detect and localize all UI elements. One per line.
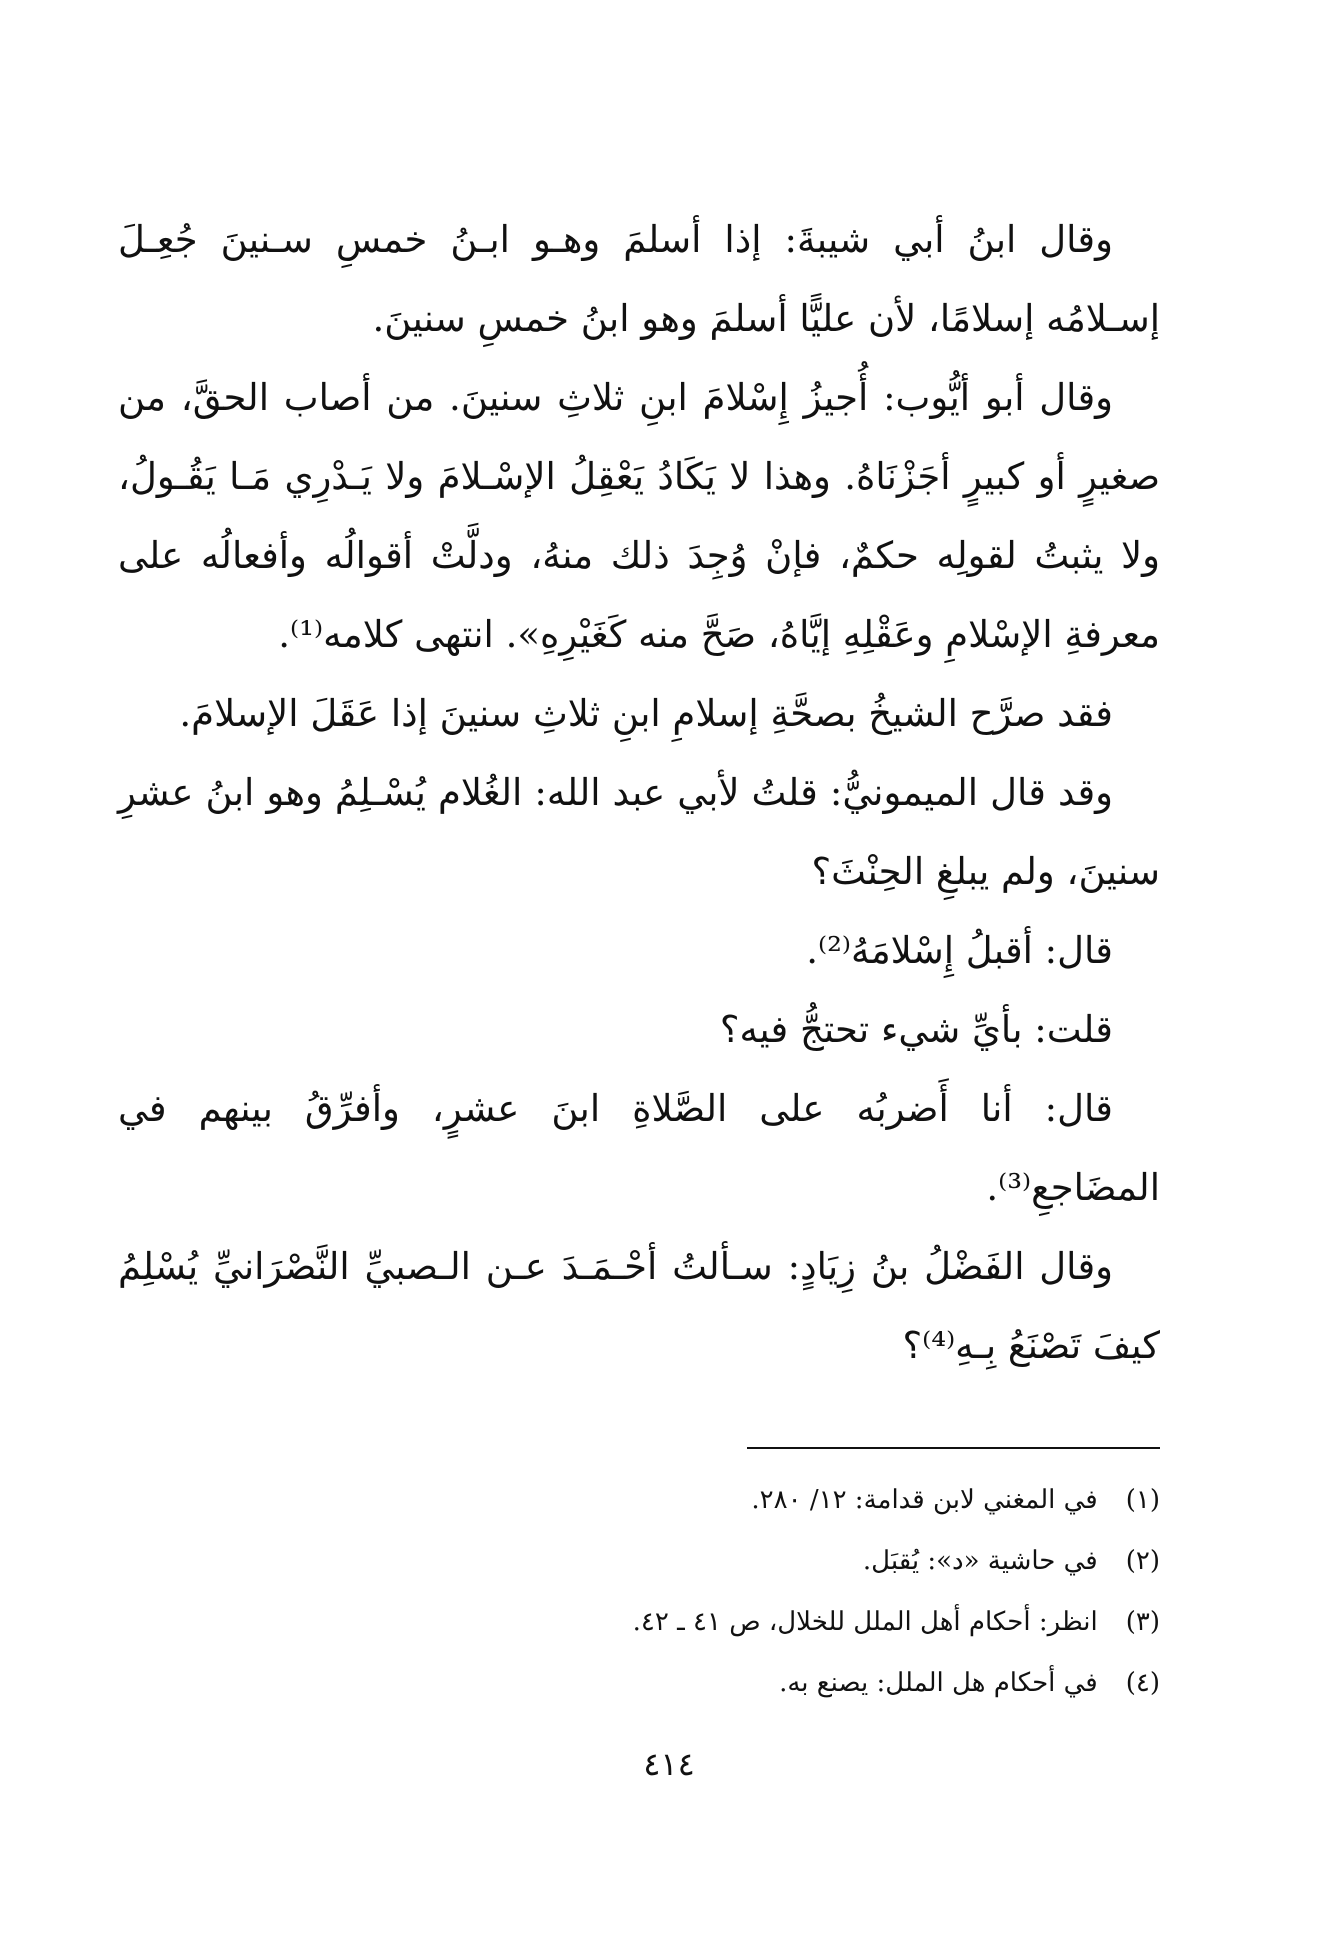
paragraph-answer-prayer: قال: أنا أَضربُه على الصَّلاةِ ابنَ عشرٍ، وأفرِّقُ بينهم في المضَاجعِ⁽³⁾. [118, 1087, 1160, 1209]
paragraph-answer-accept: قال: أقبلُ إِسْلامَهُ⁽²⁾. [806, 929, 1113, 972]
main-text [118, 200, 1160, 1385]
footnotes-list [118, 1470, 1160, 1714]
footnote-text: في حاشية «د»: يُقبَل. [862, 1546, 1098, 1576]
footnote-number: (٣) [1125, 1607, 1160, 1637]
footnote-1 [118, 1470, 1160, 1531]
footnote-4 [118, 1653, 1160, 1714]
paragraph-maymuni-question: وقد قال الميمونيُّ: قلتُ لأبي عبد الله: الغُلام يُسْـلِمُ وهو ابنُ عشرِ سنينَ، ولم يبلغِ الحِنْثَ؟ [118, 771, 1160, 893]
footnote-text: انظر: أحكام أهل الملل للخلال، ص ٤١ ـ ٤٢. [632, 1607, 1098, 1637]
paragraph-sheikh-statement: فقد صرَّح الشيخُ بصحَّةِ إسلامِ ابنِ ثلاثِ سنينَ إذا عَقَلَ الإسلامَ. [179, 692, 1113, 735]
footnote-text: في أحكام هل الملل: يصنع به. [779, 1668, 1098, 1698]
footnote-number: (٢) [1125, 1546, 1160, 1576]
footnote-number: (١) [1125, 1485, 1160, 1515]
paragraph-fadl-question: وقال الفَضْلُ بنُ زِيَادٍ: سـألتُ أحْـمَـدَ عـن الـصبيِّ النَّصْرَانيِّ يُسْلِمُ كيفَ تَصْنَعُ بِـهِ⁽⁴⁾؟ [118, 1245, 1160, 1367]
paragraph-abu-ayyub: وقال أبو أيُّوب: أُجيزُ إِسْلامَ ابنِ ثلاثِ سنينَ. من أصاب الحقَّ، من صغيرٍ أو كبيرٍ أجَزْنَاهُ. وهذا لا يَكَادُ يَعْقِلُ الإسْـلامَ ولا يَـدْرِي مَـا يَقُـولُ، ولا يثبتُ لقولِه حكمٌ، فإنْ وُجِدَ ذلك منهُ، ودلَّتْ أقوالُه وأفعالُه على معرفةِ الإسْلامِ وعَقْلِهِ إيَّاهُ، صَحَّ منه كَغَيْرِهِ». انتهى كلامه⁽¹⁾. [118, 376, 1160, 656]
paragraph-question-evidence: قلت: بأيِّ شيء تحتجُّ فيه؟ [719, 1008, 1113, 1051]
paragraph-ibn-abi-shaybah: وقال ابنُ أبي شيبةَ: إذا أسلمَ وهـو ابـنُ خمسِ سـنينَ جُعِـلَ إسـلامُه إسلامًا، لأن عليًّا أسلمَ وهو ابنُ خمسِ سنينَ. [118, 218, 1160, 340]
page-number: ٤١٤ [643, 1745, 695, 1783]
footnote-number: (٤) [1125, 1668, 1160, 1698]
footnote-text: في المغني لابن قدامة: ١٢/ ٢٨٠. [751, 1485, 1098, 1515]
footnote-2 [118, 1531, 1160, 1592]
footnote-3 [118, 1592, 1160, 1653]
footnote-divider [747, 1447, 1160, 1449]
